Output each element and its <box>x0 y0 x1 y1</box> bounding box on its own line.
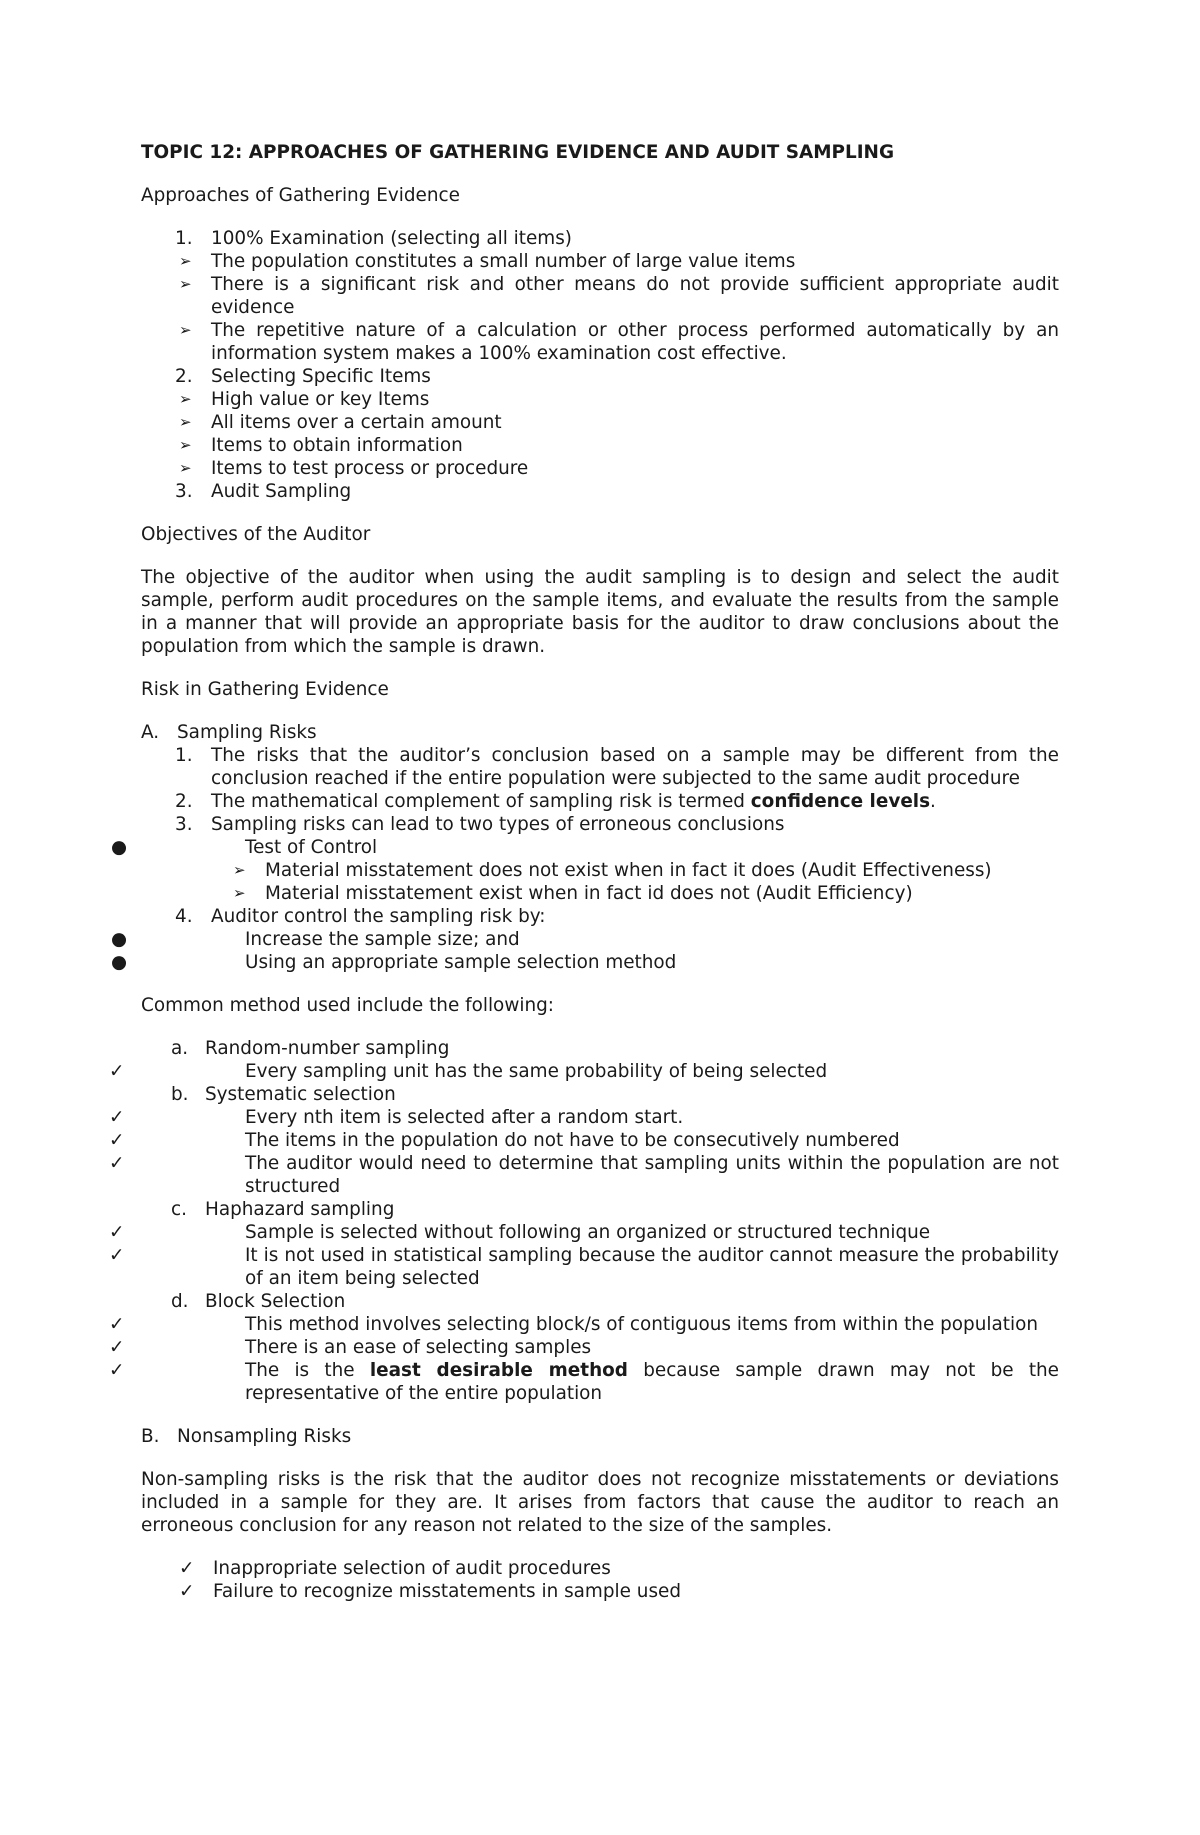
nonsampling-paragraph: Non-sampling risks is the risk that the auditor does not recognize misstatements or deviations included in a sample for they are. It arises from factors that cause the auditor to reach an erroneous conclusion for any reason not related to the size of the samples. <box>141 1469 1059 1536</box>
method-label: Random-number sampling <box>205 1038 450 1059</box>
approaches-heading: Approaches of Gathering Evidence <box>141 185 460 206</box>
list-item <box>179 434 1059 457</box>
item-number: 1. <box>175 745 193 766</box>
least-desirable-term: least desirable method <box>369 1360 628 1381</box>
risk-heading: Risk in Gathering Evidence <box>141 679 389 700</box>
check-icon: ✓ <box>179 1558 195 1579</box>
item-text: The risks that the auditor’s conclusion based on a sample may be different from the conclusion reached if the entire population were subjected to the same audit procedure <box>211 745 1059 789</box>
arrow-bullet-icon: ➢ <box>179 413 192 431</box>
list-item <box>141 1580 1059 1603</box>
arrow-bullet-icon: ➢ <box>179 321 192 339</box>
check-icon: ✓ <box>109 1360 125 1381</box>
item-text: Auditor control the sampling risk by: <box>211 906 546 927</box>
bullet-icon: ● <box>111 952 128 973</box>
check-text-post: because sample drawn may not be the representative of the entire population <box>245 1360 1060 1404</box>
arrow-bullet-icon: ➢ <box>233 861 246 879</box>
list-item <box>111 951 1059 974</box>
item-label: Audit Sampling <box>211 481 352 502</box>
check-text: Failure to recognize misstatements in sample used <box>213 1581 682 1602</box>
arrow-bullet-icon: ➢ <box>179 252 192 270</box>
method-label: Systematic selection <box>205 1084 396 1105</box>
method-letter: b. <box>171 1084 189 1105</box>
check-icon: ✓ <box>109 1061 125 1082</box>
method-item <box>141 1083 1059 1106</box>
list-item <box>109 1244 1059 1290</box>
method-item <box>141 1290 1059 1313</box>
arrow-bullet-icon: ➢ <box>179 275 192 293</box>
check-text: There is an ease of selecting samples <box>245 1337 592 1358</box>
list-item <box>111 836 1059 859</box>
check-text-pre: The is the <box>245 1360 370 1381</box>
check-text: Inappropriate selection of audit procedures <box>213 1558 611 1579</box>
list-item <box>141 365 1059 388</box>
list-item <box>109 1313 1059 1336</box>
item-text-pre: The mathematical complement of sampling risk is termed <box>211 791 751 812</box>
list-item <box>141 905 1059 928</box>
check-icon: ✓ <box>109 1314 125 1335</box>
check-icon: ✓ <box>109 1130 125 1151</box>
sampling-risks-list <box>111 744 1059 974</box>
document-title: TOPIC 12: APPROACHES OF GATHERING EVIDENCE AND AUDIT SAMPLING <box>141 142 895 163</box>
objectives-heading: Objectives of the Auditor <box>141 524 371 545</box>
list-item <box>141 813 1059 836</box>
list-item <box>179 457 1059 480</box>
item-number: 2. <box>175 366 193 387</box>
bullet-text: Increase the sample size; and <box>245 929 520 950</box>
sub-item-text: Items to test process or procedure <box>211 458 529 479</box>
section-letter: B. <box>141 1426 160 1447</box>
check-text: The items in the population do not have to be consecutively numbered <box>245 1130 900 1151</box>
item-number: 3. <box>175 814 193 835</box>
list-item <box>233 859 1059 882</box>
bullet-icon: ● <box>111 837 128 858</box>
item-label: 100% Examination (selecting all items) <box>211 228 572 249</box>
sub-item-text: High value or key Items <box>211 389 430 410</box>
item-text: Sampling risks can lead to two types of erroneous conclusions <box>211 814 785 835</box>
list-item <box>109 1359 1060 1405</box>
list-item <box>109 1060 1059 1083</box>
list-item <box>179 319 1059 365</box>
arrow-bullet-icon: ➢ <box>179 459 192 477</box>
list-item <box>141 227 1059 250</box>
methods-heading: Common method used include the following: <box>141 995 554 1016</box>
check-icon: ✓ <box>109 1153 125 1174</box>
check-text: This method involves selecting block/s of contiguous items from within the population <box>245 1314 1038 1335</box>
check-icon: ✓ <box>179 1581 195 1602</box>
check-text: The auditor would need to determine that sampling units within the population are not structured <box>245 1153 1059 1197</box>
sub-item-text: Material misstatement exist when in fact id does not (Audit Efficiency) <box>265 883 913 904</box>
list-item <box>179 411 1059 434</box>
check-icon: ✓ <box>109 1107 125 1128</box>
method-label: Haphazard sampling <box>205 1199 395 1220</box>
objectives-paragraph: The objective of the auditor when using the audit sampling is to design and select the audit sample, perform audit procedures on the sample items, and evaluate the results from the sample in a manner that will provide an appropriate basis for the auditor to draw conclusions about the population from which the sample is drawn. <box>141 567 1059 657</box>
item-text-post: . <box>930 791 936 812</box>
nonsampling-checks <box>141 1557 1059 1603</box>
item-number: 3. <box>175 481 193 502</box>
list-item <box>109 1336 1059 1359</box>
item-number: 4. <box>175 906 193 927</box>
list-item <box>141 1557 1059 1580</box>
section-label: Nonsampling Risks <box>177 1426 352 1447</box>
sub-item-text: All items over a certain amount <box>211 412 502 433</box>
sub-list <box>141 859 1059 905</box>
check-text: It is not used in statistical sampling because the auditor cannot measure the probability of an item being selected <box>245 1245 1059 1289</box>
item-number: 2. <box>175 791 193 812</box>
list-item <box>233 882 1059 905</box>
approaches-list <box>141 227 1059 503</box>
document-content <box>109 141 1060 1603</box>
method-letter: c. <box>171 1199 187 1220</box>
list-item <box>109 1221 1059 1244</box>
item-number: 1. <box>175 228 193 249</box>
section-label: Sampling Risks <box>177 722 317 743</box>
check-icon: ✓ <box>109 1222 125 1243</box>
method-item <box>141 1037 1059 1060</box>
sub-item-text: Material misstatement does not exist when in fact it does (Audit Effectiveness) <box>265 860 992 881</box>
sub-item-text: The population constitutes a small number of large value items <box>211 251 796 272</box>
check-text: Sample is selected without following an organized or structured technique <box>245 1222 931 1243</box>
sub-item-text: The repetitive nature of a calculation or other process performed automatically by an information system makes a 100% examination cost effective. <box>211 320 1059 364</box>
method-label: Block Selection <box>205 1291 346 1312</box>
sampling-risks-heading <box>141 721 1059 744</box>
list-item <box>179 273 1059 319</box>
sub-list <box>141 250 1059 365</box>
sub-list <box>141 388 1059 480</box>
list-item <box>111 928 1059 951</box>
section-letter: A. <box>141 722 160 743</box>
bullet-text: Using an appropriate sample selection method <box>245 952 677 973</box>
method-letter: d. <box>171 1291 189 1312</box>
list-item <box>179 388 1059 411</box>
bullet-text: Test of Control <box>245 837 378 858</box>
sub-item-text: There is a significant risk and other means do not provide sufficient appropriate audit evidence <box>211 274 1059 318</box>
list-item <box>179 250 1059 273</box>
list-item <box>141 480 1059 503</box>
method-item <box>141 1198 1059 1221</box>
arrow-bullet-icon: ➢ <box>179 436 192 454</box>
arrow-bullet-icon: ➢ <box>179 390 192 408</box>
arrow-bullet-icon: ➢ <box>233 884 246 902</box>
sub-item-text: Items to obtain information <box>211 435 463 456</box>
list-item <box>109 1152 1059 1198</box>
nonsampling-risks-heading <box>141 1425 1059 1448</box>
check-text: Every nth item is selected after a random start. <box>245 1107 684 1128</box>
check-text: Every sampling unit has the same probability of being selected <box>245 1061 828 1082</box>
list-item <box>109 1129 1059 1152</box>
methods-list <box>109 1037 1060 1405</box>
method-letter: a. <box>171 1038 189 1059</box>
bullet-icon: ● <box>111 929 128 950</box>
check-icon: ✓ <box>109 1245 125 1266</box>
list-item <box>141 744 1059 790</box>
list-item <box>141 790 1059 813</box>
list-item <box>109 1106 1059 1129</box>
confidence-levels-term: confidence levels <box>750 791 931 812</box>
item-label: Selecting Specific Items <box>211 366 431 387</box>
check-icon: ✓ <box>109 1337 125 1358</box>
